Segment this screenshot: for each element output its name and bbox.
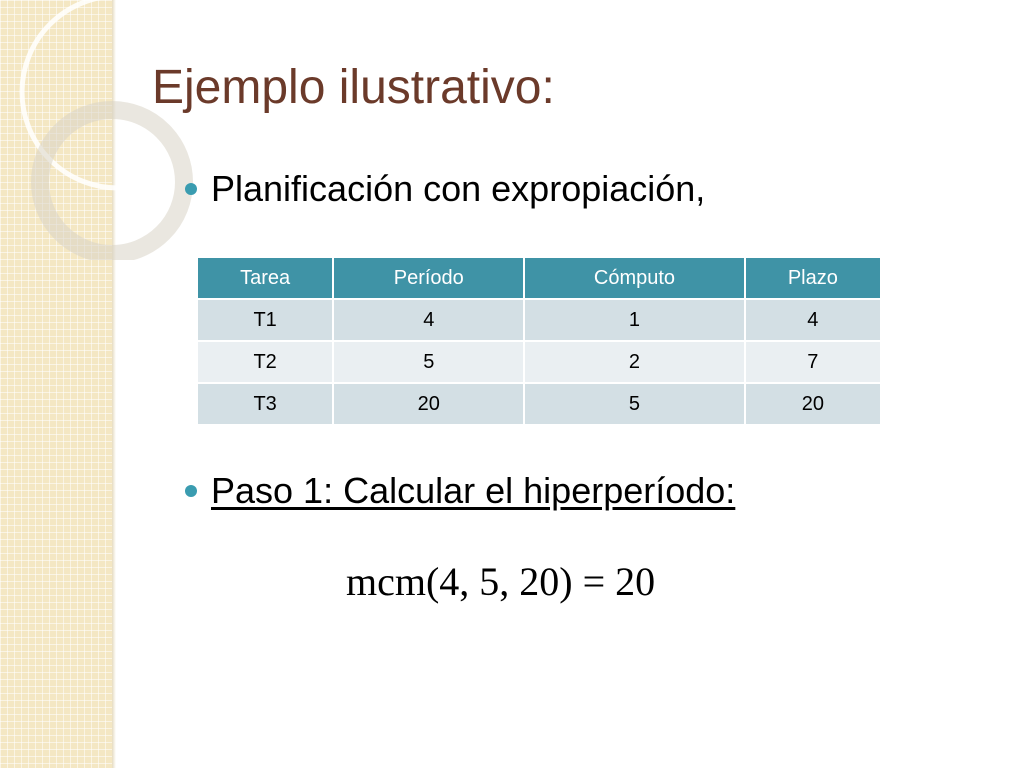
table-cell: 20 bbox=[745, 383, 880, 424]
decorative-circle-ring bbox=[40, 110, 184, 254]
bullet-text-underlined: Paso 1: Calcular el hiperperíodo: bbox=[211, 470, 736, 511]
decorative-circles bbox=[0, 0, 200, 260]
table-cell: 7 bbox=[745, 341, 880, 383]
table-row bbox=[198, 383, 880, 424]
table-cell: T3 bbox=[198, 383, 333, 424]
table-row bbox=[198, 341, 880, 383]
table-cell: T2 bbox=[198, 341, 333, 383]
table-cell: 2 bbox=[524, 341, 744, 383]
bullet-text: Planificación con expropiación, bbox=[211, 168, 706, 209]
table-cell: 4 bbox=[745, 299, 880, 341]
column-header-periodo: Período bbox=[333, 258, 524, 299]
column-header-computo: Cómputo bbox=[524, 258, 744, 299]
table-row bbox=[198, 299, 880, 341]
table-cell: 20 bbox=[333, 383, 524, 424]
table-cell: T1 bbox=[198, 299, 333, 341]
column-header-plazo: Plazo bbox=[745, 258, 880, 299]
table-cell: 5 bbox=[333, 341, 524, 383]
bullet-dot-icon bbox=[185, 183, 197, 195]
table-header-row bbox=[198, 258, 880, 299]
column-header-tarea: Tarea bbox=[198, 258, 333, 299]
formula: mcm(4, 5, 20) = 20 bbox=[346, 559, 656, 604]
task-table bbox=[198, 258, 880, 424]
bullet-paso-1 bbox=[185, 470, 735, 512]
bullet-dot-icon bbox=[185, 485, 197, 497]
bullet-planificacion bbox=[185, 168, 705, 210]
table-cell: 5 bbox=[524, 383, 744, 424]
table-cell: 4 bbox=[333, 299, 524, 341]
table-cell: 1 bbox=[524, 299, 744, 341]
page-title: Ejemplo ilustrativo: bbox=[152, 61, 555, 114]
